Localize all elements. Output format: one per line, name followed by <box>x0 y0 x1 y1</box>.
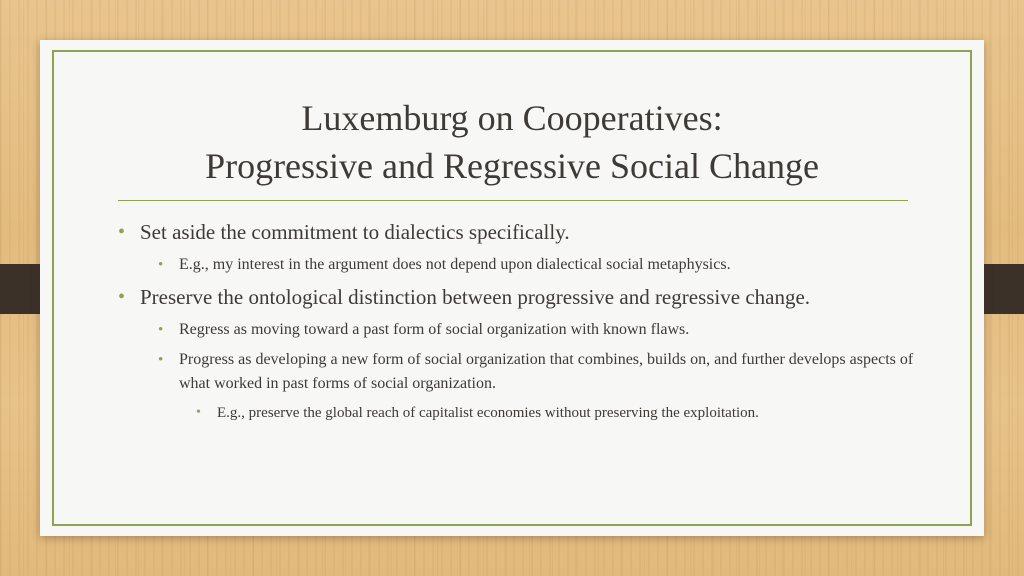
bullet-level2 <box>118 253 918 277</box>
bullet-level3 <box>118 402 918 424</box>
bullet-text: E.g., preserve the global reach of capitalist economies without preserving the exploitation. <box>217 405 759 421</box>
bullet-dot-icon: • <box>158 322 164 338</box>
bullet-dot-icon: • <box>158 257 164 273</box>
slide-content <box>118 218 918 424</box>
bullet-text: Set aside the commitment to dialectics specifically. <box>140 220 570 244</box>
bullet-level1 <box>118 218 918 247</box>
bullet-dot-icon: • <box>158 352 164 368</box>
bullet-dot-icon: • <box>118 221 126 243</box>
slide-title-line-1: Luxemburg on Cooperatives: <box>301 98 723 138</box>
bullet-text: E.g., my interest in the argument does not depend upon dialectical social metaphysics. <box>179 256 731 273</box>
slide-card <box>40 40 984 536</box>
bullet-level2 <box>118 348 918 396</box>
bullet-text: Regress as moving toward a past form of social organization with known flaws. <box>179 321 690 338</box>
bullet-text: Progress as developing a new form of social organization that combines, builds on, and further develops aspects of what worked in past forms of social organization. <box>179 351 914 392</box>
bullet-dot-icon: • <box>118 286 126 308</box>
slide-title-line-2: Progressive and Regressive Social Change <box>205 146 819 186</box>
slide-title <box>40 94 984 190</box>
title-divider <box>118 200 908 201</box>
bullet-level2 <box>118 318 918 342</box>
bullet-dot-icon: • <box>196 405 201 420</box>
bullet-text: Preserve the ontological distinction between progressive and regressive change. <box>140 285 811 309</box>
bullet-level1 <box>118 283 918 312</box>
